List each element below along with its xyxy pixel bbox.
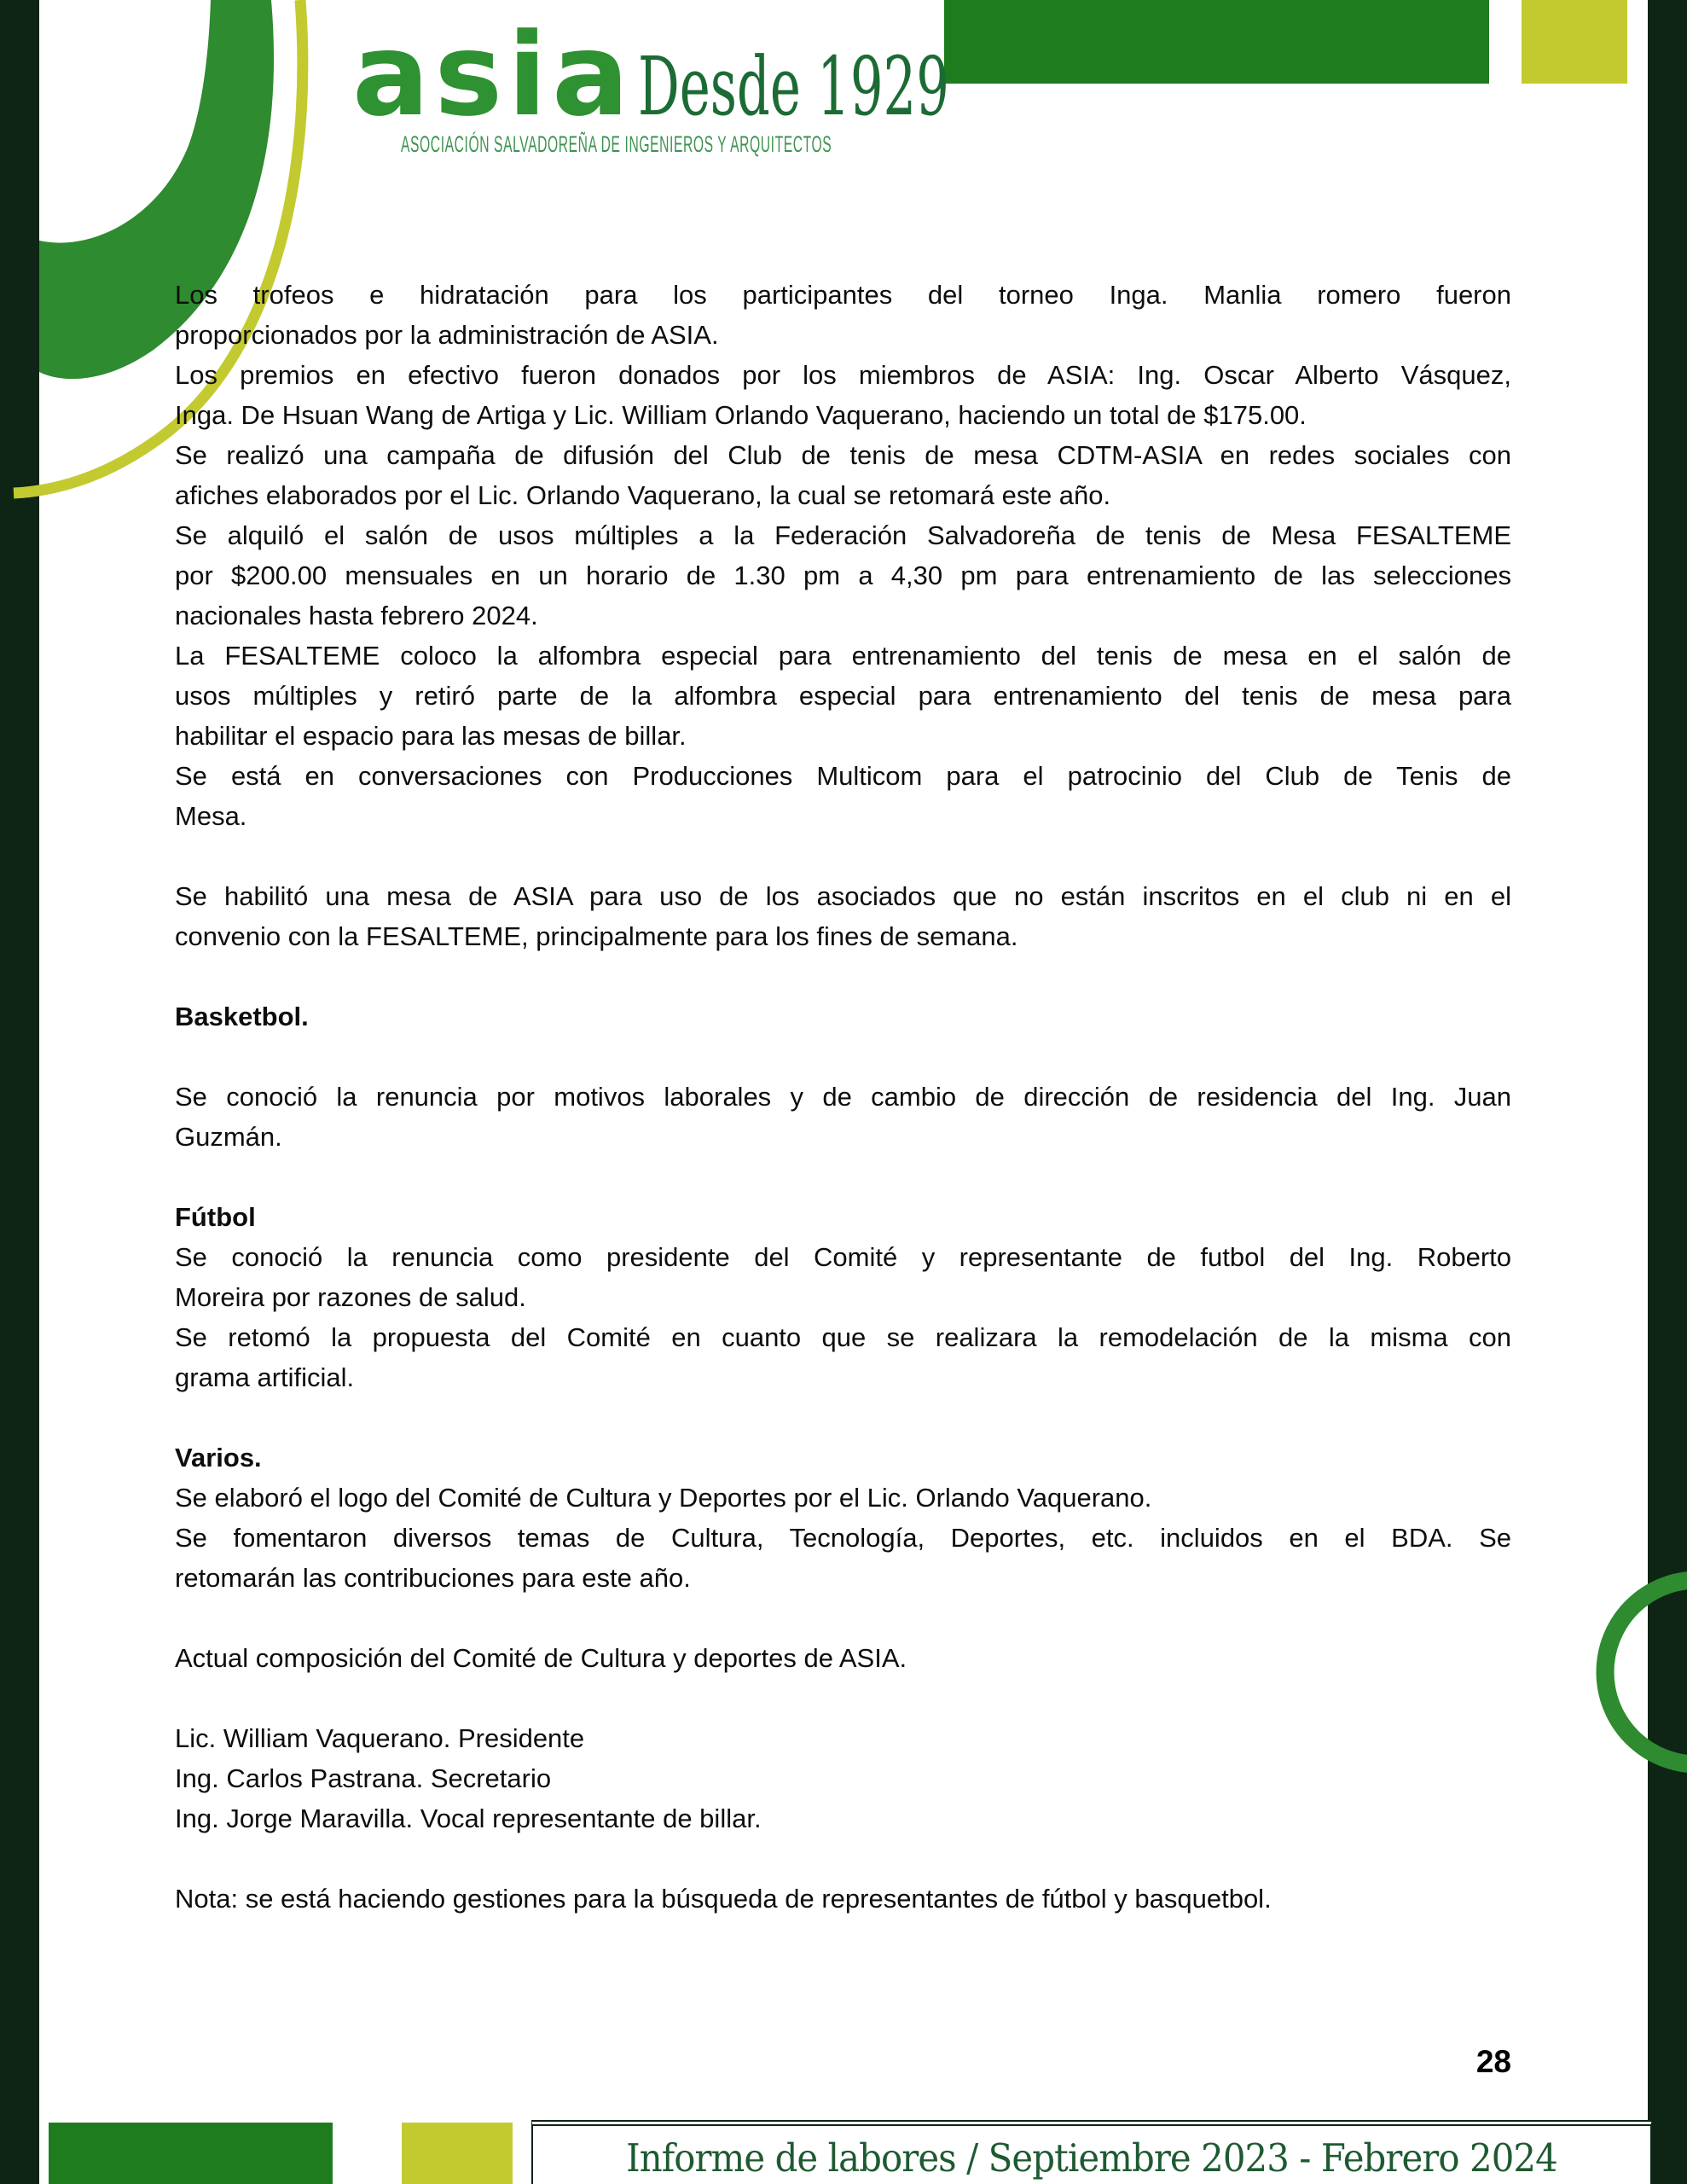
- footer-yellow-block: [402, 2123, 513, 2184]
- logo-brand-text: asia: [352, 9, 635, 142]
- text-line: Actual composición del Comité de Cultura y deportes de ASIA.: [175, 1643, 907, 1673]
- text-line: usos múltiples y retiró parte de la alfombra especial para entrenamiento del tenis de mesa para: [175, 681, 1511, 711]
- text-line: Moreira por razones de salud.: [175, 1282, 526, 1312]
- text-line: Ing. Carlos Pastrana. Secretario: [175, 1763, 552, 1793]
- blank-line: [175, 1838, 1511, 1879]
- text-line: Se retomó la propuesta del Comité en cuanto que se realizara la remodelación de la misma con: [175, 1322, 1511, 1352]
- text-line: Inga. De Hsuan Wang de Artiga y Lic. William Orlando Vaquerano, haciendo un total de $175.00.: [175, 400, 1307, 430]
- text-line: Los trofeos e hidratación para los participantes del torneo Inga. Manlia romero fueron: [175, 280, 1511, 310]
- page-number: 28: [1475, 2044, 1511, 2079]
- text-line: habilitar el espacio para las mesas de billar.: [175, 721, 687, 751]
- text-line: retomarán las contribuciones para este año.: [175, 1563, 691, 1593]
- text-line: Los premios en efectivo fueron donados por los miembros de ASIA: Ing. Oscar Alberto Vásquez,: [175, 360, 1511, 390]
- text-line: proporcionados por la administración de ASIA.: [175, 320, 719, 350]
- text-line: Nota: se está haciendo gestiones para la búsqueda de representantes de fútbol y basquetbol.: [175, 1884, 1272, 1914]
- right-ring-decoration: [1582, 1565, 1687, 1779]
- text-line: Se fomentaron diversos temas de Cultura, Tecnología, Deportes, etc. incluidos en el BDA. Se: [175, 1523, 1511, 1553]
- text-line: Ing. Jorge Maravilla. Vocal representante de billar.: [175, 1804, 762, 1833]
- ring-shape: [1605, 1580, 1687, 1764]
- text-line: Se conoció la renuncia como presidente del Comité y representante de futbol del Ing. Roberto: [175, 1242, 1511, 1272]
- text-line: La FESALTEME coloco la alfombra especial para entrenamiento del tenis de mesa en el salón de: [175, 641, 1511, 671]
- blank-line: [175, 1598, 1511, 1638]
- blank-line: [175, 1397, 1511, 1438]
- text-line: por $200.00 mensuales en un horario de 1.30 pm a 4,30 pm para entrenamiento de las selecciones: [175, 561, 1511, 590]
- blank-line: [175, 1678, 1511, 1718]
- text-line: grama artificial.: [175, 1362, 355, 1392]
- text-line: nacionales hasta febrero 2024.: [175, 601, 538, 630]
- section-heading: Basketbol.: [175, 1002, 309, 1031]
- text-line: convenio con la FESALTEME, principalmente para los fines de semana.: [175, 921, 1018, 951]
- text-line: Guzmán.: [175, 1122, 282, 1152]
- footer-green-block: [49, 2123, 333, 2184]
- text-line: Mesa.: [175, 801, 247, 831]
- logo-since-text: Desde 1929: [637, 40, 949, 134]
- text-line: Se elaboró el logo del Comité de Cultura y Deportes por el Lic. Orlando Vaquerano.: [175, 1483, 1152, 1513]
- right-edge-bar: [1648, 0, 1687, 2184]
- blank-line: [175, 1037, 1511, 1077]
- blank-line: [175, 836, 1511, 876]
- text-line: Se alquiló el salón de usos múltiples a la Federación Salvadoreña de tenis de Mesa FESALTEME: [175, 520, 1511, 550]
- footer-title-bar: [531, 2120, 1652, 2184]
- blank-line: [175, 1157, 1511, 1197]
- text-line: Se está en conversaciones con Producciones Multicom para el patrocinio del Club de Tenis de: [175, 761, 1511, 791]
- text-line: Se habilitó una mesa de ASIA para uso de los asociados que no están inscritos en el club ni en el: [175, 881, 1511, 911]
- header-yellow-block: [1522, 0, 1627, 84]
- logo-tagline: ASOCIACIÓN SALVADOREÑA DE INGENIEROS Y ARQUITECTOS: [401, 131, 832, 157]
- document-body: [175, 275, 1511, 1919]
- asia-logo: [352, 9, 1124, 142]
- section-heading: Varios.: [175, 1443, 262, 1472]
- text-line: afiches elaborados por el Lic. Orlando Vaquerano, la cual se retomará este año.: [175, 480, 1111, 510]
- footer-title-text: Informe de labores / Septiembre 2023 - Febrero 2024: [626, 2135, 1557, 2181]
- section-heading: Fútbol: [175, 1202, 256, 1232]
- text-line: Lic. William Vaquerano. Presidente: [175, 1723, 585, 1753]
- text-line: Se realizó una campaña de difusión del Club de tenis de mesa CDTM-ASIA en redes sociales con: [175, 440, 1511, 470]
- text-line: Se conoció la renuncia por motivos laborales y de cambio de dirección de residencia del Ing. Juan: [175, 1082, 1511, 1112]
- blank-line: [175, 956, 1511, 996]
